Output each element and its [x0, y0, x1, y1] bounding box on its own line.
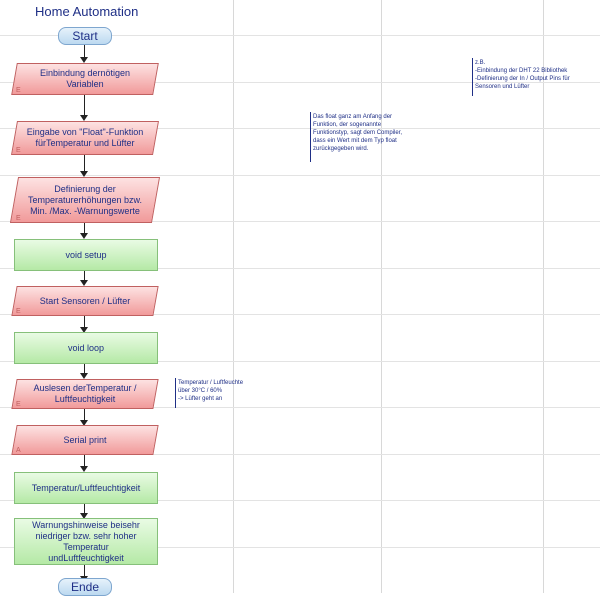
note-bracket	[472, 58, 473, 96]
flow-step-input: Einbindung dernötigen Variablen E	[14, 63, 156, 95]
connector-line	[84, 95, 85, 116]
grid-column-line	[233, 0, 234, 593]
flow-step-process: void loop	[14, 332, 158, 364]
step-tag: A	[16, 447, 21, 454]
flow-step-input: Definierung der Temperaturerhöhungen bzw. Min. /Max. -Warnungswerte E	[14, 177, 156, 223]
step-tag: E	[16, 215, 21, 222]
flow-step-process: Warnungshinweise beisehr niedriger bzw. sehr hoher Temperatur undLuftfeuchtigkeit	[14, 518, 158, 565]
flow-step-input: Start Sensoren / Lüfter E	[14, 286, 156, 316]
note-bracket	[310, 112, 311, 162]
step-tag: E	[16, 401, 21, 408]
connector-line	[84, 155, 85, 172]
note-bracket	[175, 378, 176, 408]
annotation-note: Temperatur / Luftfeuchte über 30°C / 60% -> Lüfter geht an	[178, 380, 244, 402]
step-tag: E	[16, 308, 21, 315]
connector-line	[84, 44, 85, 58]
flow-step-output: Serial print A	[14, 425, 156, 455]
flow-step-process: void setup	[14, 239, 158, 271]
connector-line	[84, 563, 85, 577]
flow-step-process: Temperatur/Luftfeuchtigkeit	[14, 472, 158, 504]
diagram-title: Home Automation	[35, 4, 139, 19]
grid-column-line	[381, 0, 382, 593]
flow-step-input: Auslesen derTemperatur / Luftfeuchtigkeit E	[14, 379, 156, 409]
start-terminal: Start	[58, 27, 112, 45]
annotation-note: Das float ganz am Anfang der Funktion, der sogenannte Funktionstyp, sagt dem Compiler, dass ein Wert mit dem Typ float zurückgegeben wird.	[313, 114, 403, 152]
flow-step-input: Eingabe von "Float"-Funktion fürTemperatur und Lüfter E	[14, 121, 156, 155]
annotation-note: z.B. -Einbindung der DHT 22 Bibliothek -Definierung der In / Output Pins für Sensoren und Lüfter	[475, 60, 570, 90]
step-tag: E	[16, 147, 21, 154]
grid-row-line	[0, 175, 600, 176]
step-tag: E	[16, 87, 21, 94]
end-terminal: Ende	[58, 578, 112, 596]
